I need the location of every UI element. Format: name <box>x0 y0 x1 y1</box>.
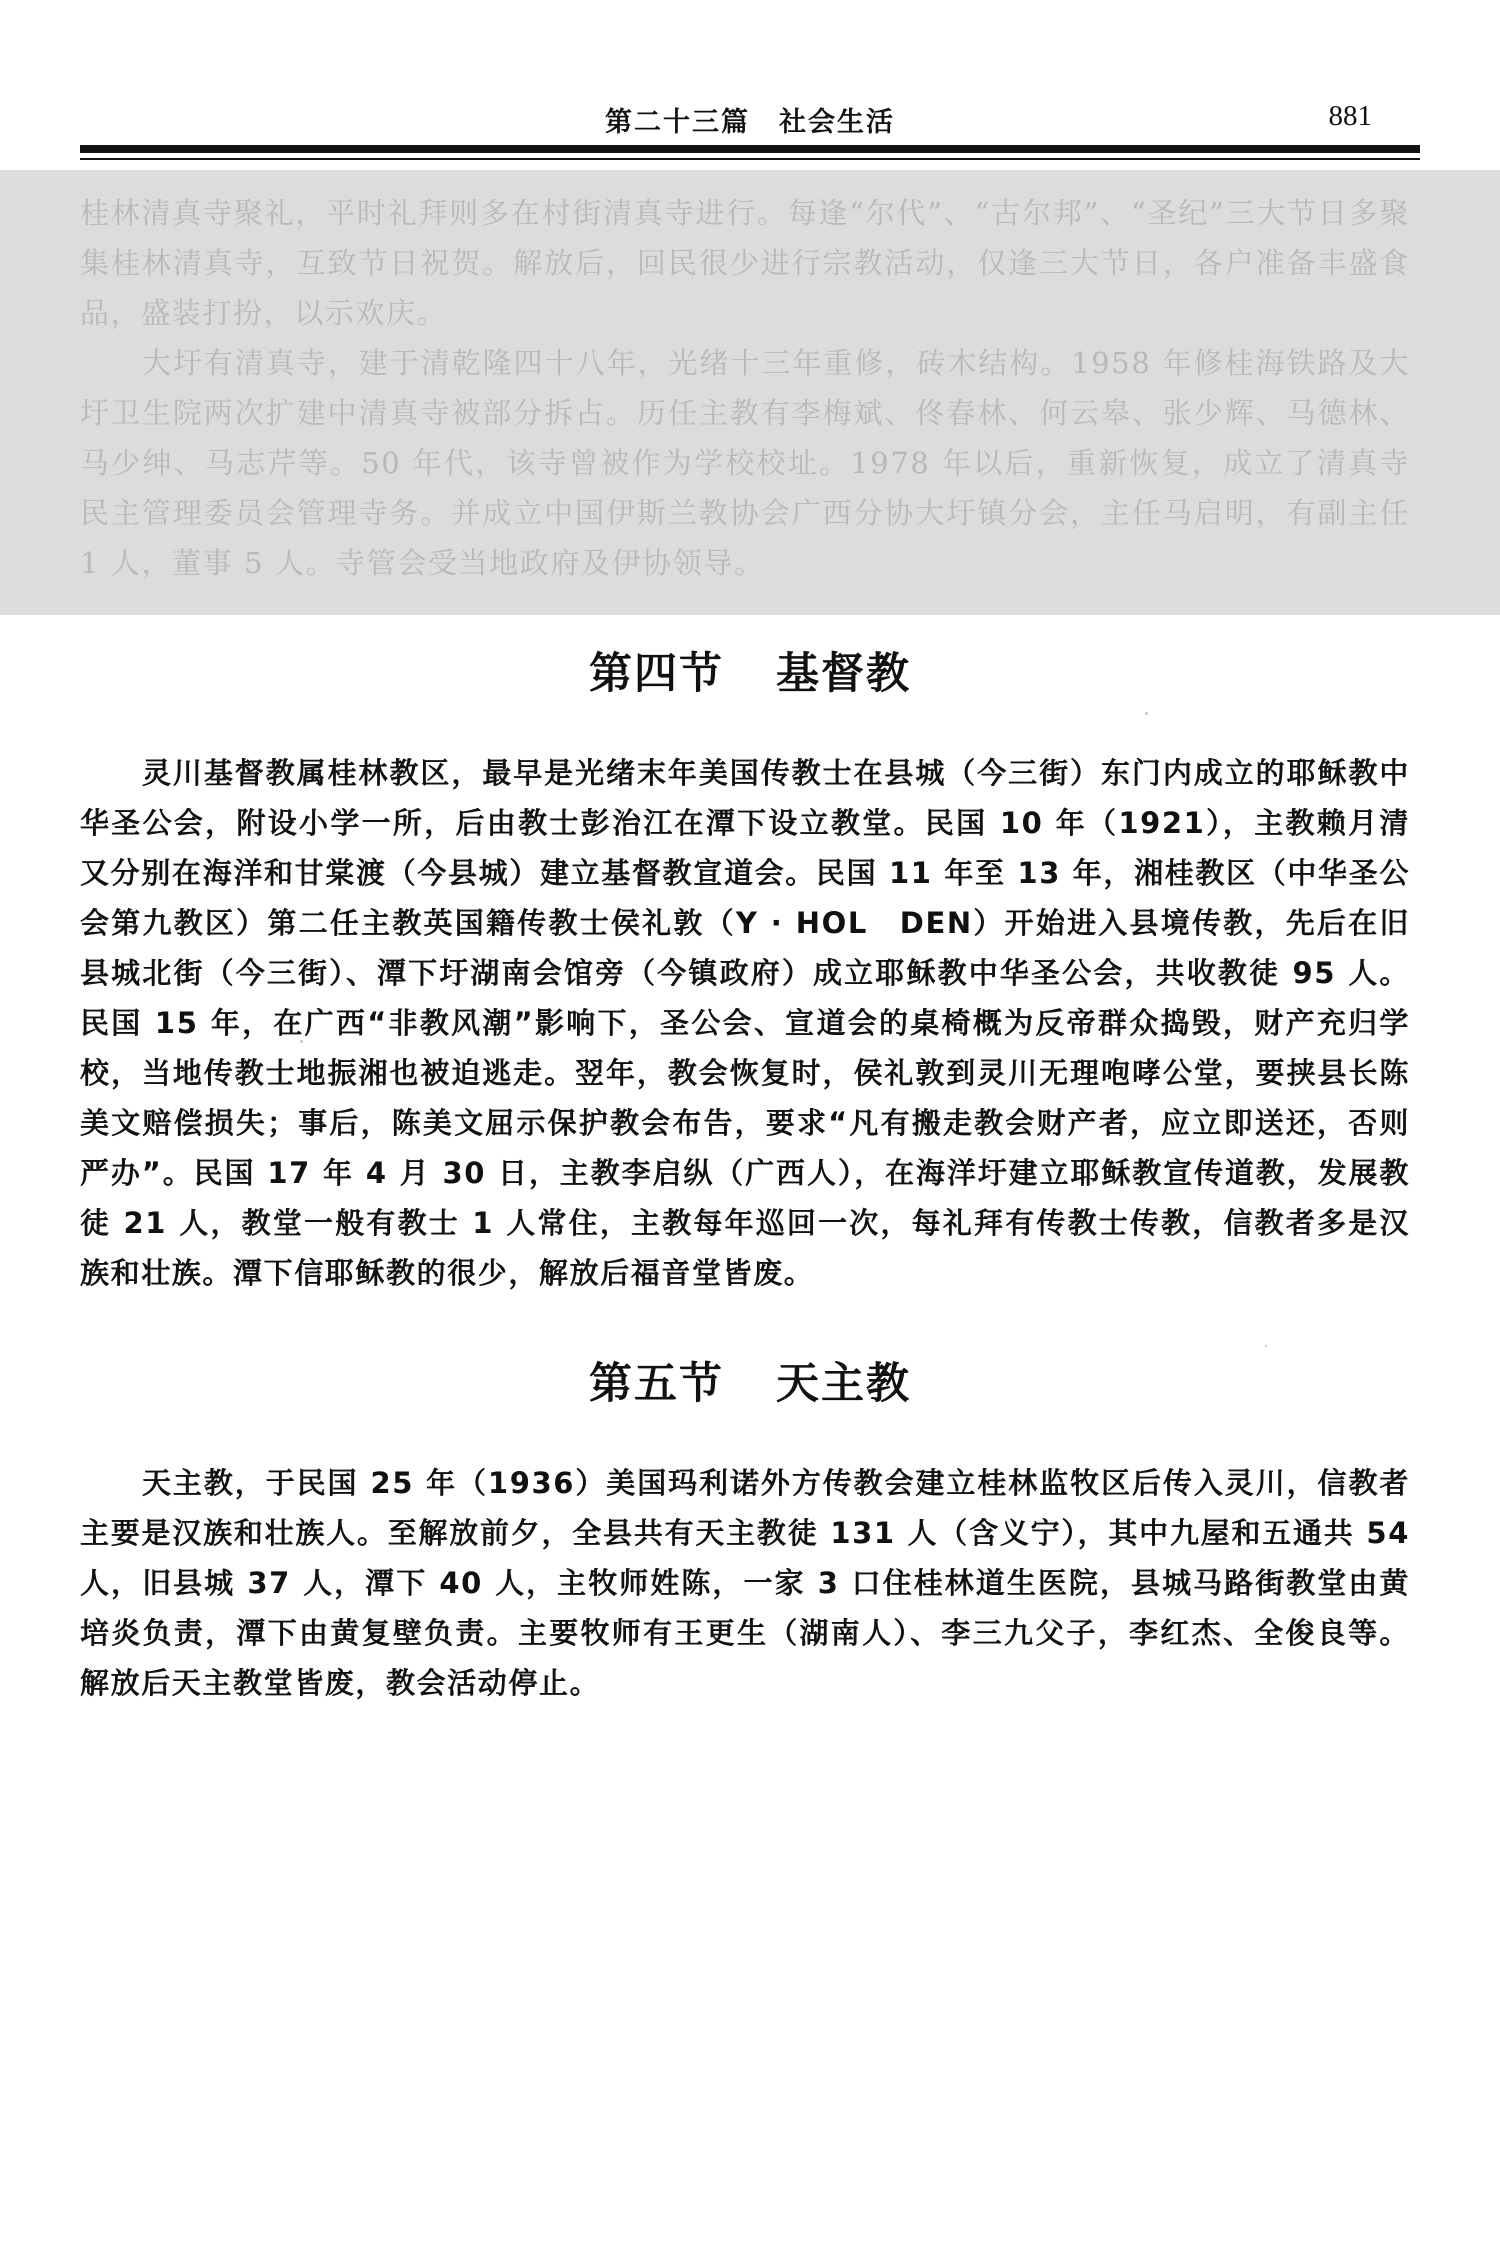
header-rule-thick <box>80 145 1420 153</box>
section5-paragraph: 天主教，于民国 25 年（1936）美国玛利诺外方传教会建立桂林监牧区后传入灵川，信教者主要是汉族和壮族人。至解放前夕，全县共有天主教徒 131 人（含义宁），其中九屋和五通共 54 人，旧县城 37 人，潭下 40 人，主牧师姓陈，一家 3 口住桂林道生医院，县城马路街教堂由黄培炎负责，潭下由黄复壁负责。主要牧师有王更生（湖南人）、李三九父子，李红杰、全俊良等。解放后天主教堂皆废，教会活动停止。 <box>80 1466 1410 1700</box>
section5-heading <box>0 1350 1500 1411</box>
section4-number: 第四节 <box>589 649 724 699</box>
section4-paragraph: 灵川基督教属桂林教区，最早是光绪末年美国传教士在县城（今三街）东门内成立的耶稣教中华圣公会，附设小学一所，后由教士彭治江在潭下设立教堂。民国 10 年（1921），主教赖月清又分别在海洋和甘棠渡（今县城）建立基督教宣道会。民国 11 年至 13 年，湘桂教区（中华圣公会第九教区）第二任主教英国籍传教士侯礼敦（Y · HOL DEN）开始进入县境传教，先后在旧县城北街（今三街）、潭下圩湖南会馆旁（今镇政府）成立耶稣教中华圣公会，共收教徒 95 人。民国 15 年，在广西“非教风潮”影响下，圣公会、宣道会的桌椅概为反帝群众捣毁，财产充归学校，当地传教士地振湘也被迫逃走。翌年，教会恢复时，侯礼敦到灵川无理咆哮公堂，要挟县长陈美文赔偿损失；事后，陈美文屈示保护教会布告，要求“凡有搬走教会财产者，应立即送还，否则严办”。民国 17 年 4 月 30 日，主教李启纵（广西人），在海洋圩建立耶稣教宣传道教，发展教徒 21 人，教堂一般有教士 1 人常住，主教每年巡回一次，每礼拜有传教士传教，信教者多是汉族和壮族。潭下信耶稣教的很少，解放后福音堂皆废。 <box>80 756 1410 1290</box>
scan-speck <box>1145 712 1148 715</box>
scan-speck <box>300 1040 303 1043</box>
section4-body <box>80 748 1410 1298</box>
section5-title: 天主教 <box>776 1359 911 1409</box>
section4-title: 基督教 <box>776 649 911 699</box>
shaded-paragraph-1: 桂林清真寺聚礼，平时礼拜则多在村街清真寺进行。每逢“尔代”、“古尔邦”、“圣纪”三大节日多聚集桂林清真寺，互致节日祝贺。解放后，回民很少进行宗教活动，仅逢三大节日，各户准备丰盛食品，盛装打扮，以示欢庆。 <box>80 196 1410 330</box>
section5-body <box>80 1458 1410 1708</box>
page-number: 881 <box>1328 100 1372 132</box>
chapter-title: 第二十三篇 社会生活 <box>605 107 895 138</box>
shaded-paragraph-2: 大圩有清真寺，建于清乾隆四十八年，光绪十三年重修，砖木结构。1958 年修桂海铁路及大圩卫生院两次扩建中清真寺被部分拆占。历任主教有李梅斌、佟春林、何云皋、张少辉、马德林、马少绅、马志芹等。50 年代，该寺曾被作为学校校址。1978 年以后，重新恢复，成立了清真寺民主管理委员会管理寺务。并成立中国伊斯兰教协会广西分协大圩镇分会，主任马启明，有副主任 1 人，董事 5 人。寺管会受当地政府及伊协领导。 <box>80 346 1410 580</box>
header-rule-thin <box>80 158 1420 160</box>
section5-number: 第五节 <box>589 1359 724 1409</box>
shaded-text-block <box>80 188 1410 588</box>
page-header <box>80 100 1420 144</box>
scan-speck <box>1265 1345 1267 1347</box>
section4-heading <box>0 640 1500 701</box>
